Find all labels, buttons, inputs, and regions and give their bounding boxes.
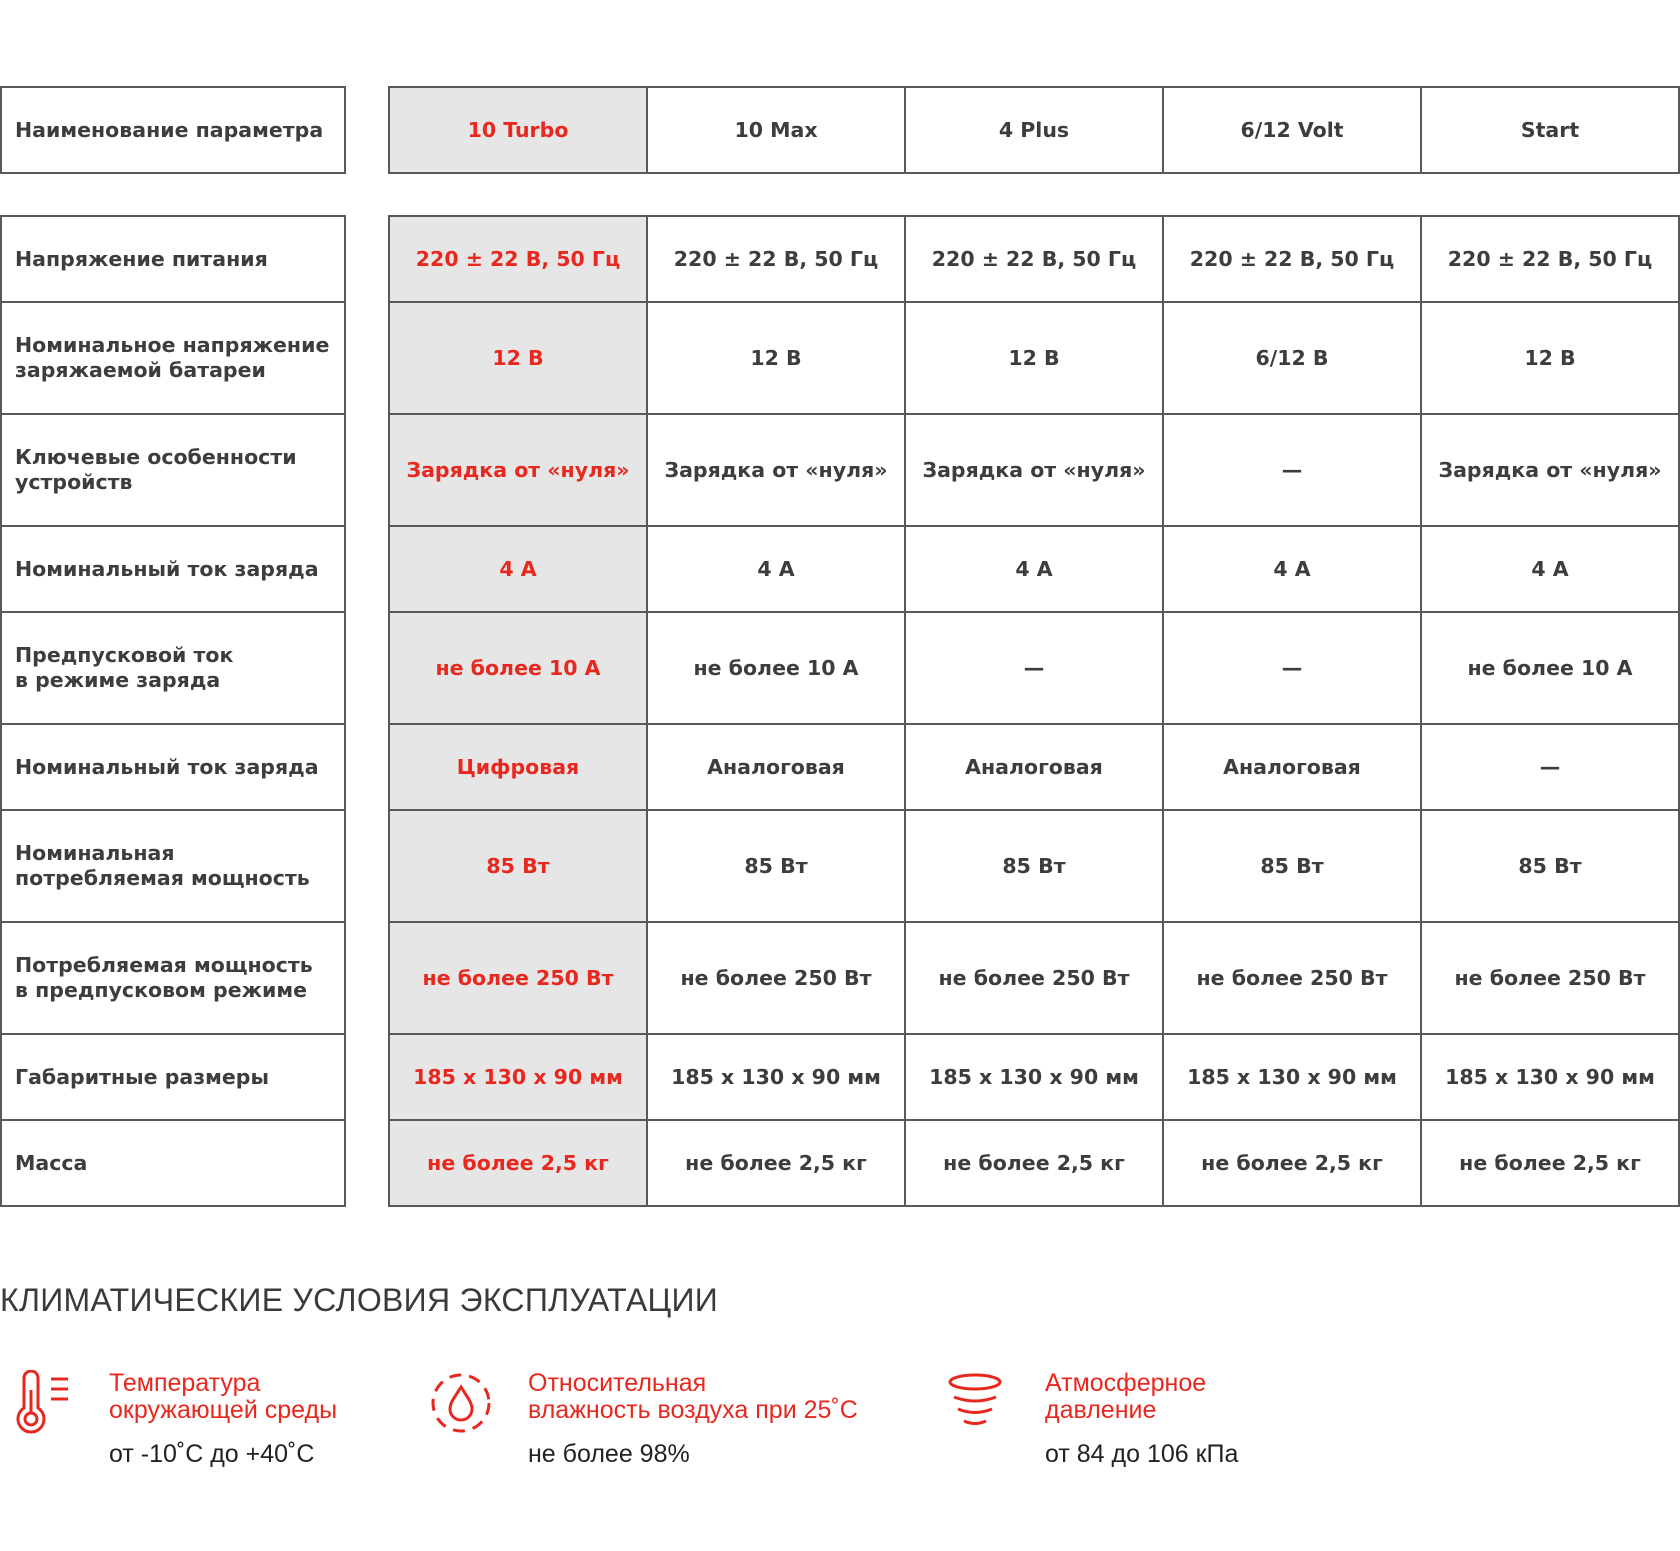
cell-6-12-volt: не более 2,5 кг — [1163, 1120, 1421, 1206]
row-label: Номинальный ток заряда — [1, 526, 345, 612]
cell-4-plus: 185 х 130 х 90 мм — [905, 1034, 1163, 1120]
cell-start: — — [1421, 724, 1679, 810]
cell-4-plus: 220 ± 22 В, 50 Гц — [905, 216, 1163, 302]
cell-10-turbo: не более 250 Вт — [389, 922, 647, 1034]
table-row — [389, 1034, 1679, 1120]
cell-10-max: Аналоговая — [647, 724, 905, 810]
cell-6-12-volt: 6/12 В — [1163, 302, 1421, 414]
temperature-value: от -10˚С до +40˚С — [109, 1440, 315, 1468]
cell-4-plus: 85 Вт — [905, 810, 1163, 922]
cell-10-turbo: 4 А — [389, 526, 647, 612]
cell-4-plus: Зарядка от «нуля» — [905, 414, 1163, 526]
cell-10-max: 220 ± 22 В, 50 Гц — [647, 216, 905, 302]
pressure-value: от 84 до 106 кПа — [1045, 1440, 1239, 1468]
row-label: Масса — [1, 1120, 345, 1206]
table-row — [1, 922, 345, 1034]
row-label: Номинальное напряжение заряжаемой батареи — [1, 302, 345, 414]
cell-4-plus: не более 2,5 кг — [905, 1120, 1163, 1206]
cell-start: 220 ± 22 В, 50 Гц — [1421, 216, 1679, 302]
row-label: Напряжение питания — [1, 216, 345, 302]
cell-6-12-volt: — — [1163, 612, 1421, 724]
cell-6-12-volt: 185 х 130 х 90 мм — [1163, 1034, 1421, 1120]
cell-10-turbo: не более 10 А — [389, 612, 647, 724]
cell-10-max: 12 В — [647, 302, 905, 414]
climate-section-title: КЛИМАТИЧЕСКИЕ УСЛОВИЯ ЭКСПЛУАТАЦИИ — [0, 1282, 719, 1318]
cell-4-plus: 12 В — [905, 302, 1163, 414]
table-row — [1, 724, 345, 810]
cell-10-turbo: 85 Вт — [389, 810, 647, 922]
table-row — [1, 216, 345, 302]
cell-10-max: 185 х 130 х 90 мм — [647, 1034, 905, 1120]
table-row — [1, 302, 345, 414]
row-label: Потребляемая мощность в предпусковом режиме — [1, 922, 345, 1034]
cell-6-12-volt: 85 Вт — [1163, 810, 1421, 922]
cell-10-max: 4 А — [647, 526, 905, 612]
model-header-4-plus: 4 Plus — [905, 87, 1163, 173]
table-row — [1, 526, 345, 612]
cell-4-plus: — — [905, 612, 1163, 724]
thermometer-icon — [14, 1370, 74, 1438]
cell-10-max: не более 10 А — [647, 612, 905, 724]
model-header-start: Start — [1421, 87, 1679, 173]
cell-4-plus: 4 А — [905, 526, 1163, 612]
row-label: Габаритные размеры — [1, 1034, 345, 1120]
cell-10-max: не более 250 Вт — [647, 922, 905, 1034]
table-row — [389, 922, 1679, 1034]
row-values-table — [388, 215, 1680, 1207]
cell-10-turbo: Цифровая — [389, 724, 647, 810]
pressure-icon — [945, 1370, 1005, 1438]
row-label: Предпусковой ток в режиме заряда — [1, 612, 345, 724]
cell-start: Зарядка от «нуля» — [1421, 414, 1679, 526]
model-header-6-12-volt: 6/12 Volt — [1163, 87, 1421, 173]
table-row — [389, 414, 1679, 526]
cell-6-12-volt: 4 А — [1163, 526, 1421, 612]
cell-6-12-volt: не более 250 Вт — [1163, 922, 1421, 1034]
table-row — [389, 526, 1679, 612]
cell-10-turbo: не более 2,5 кг — [389, 1120, 647, 1206]
param-header-cell: Наименование параметра — [1, 87, 345, 173]
header-models-table — [388, 86, 1680, 174]
model-header-10-turbo: 10 Turbo — [389, 87, 647, 173]
table-row — [389, 724, 1679, 810]
header-label-table — [0, 86, 346, 174]
table-row — [389, 1120, 1679, 1206]
table-row — [389, 612, 1679, 724]
table-row — [1, 1034, 345, 1120]
cell-start: не более 10 А — [1421, 612, 1679, 724]
cell-start: 12 В — [1421, 302, 1679, 414]
table-row — [1, 1120, 345, 1206]
model-header-10-max: 10 Max — [647, 87, 905, 173]
cell-10-max: Зарядка от «нуля» — [647, 414, 905, 526]
cell-start: 85 Вт — [1421, 810, 1679, 922]
cell-6-12-volt: 220 ± 22 В, 50 Гц — [1163, 216, 1421, 302]
humidity-drop-icon — [428, 1370, 494, 1440]
temperature-title: Температура окружающей среды — [109, 1369, 338, 1424]
cell-6-12-volt: Аналоговая — [1163, 724, 1421, 810]
cell-10-max: 85 Вт — [647, 810, 905, 922]
table-row — [1, 612, 345, 724]
row-label: Номинальный ток заряда — [1, 724, 345, 810]
table-row — [389, 216, 1679, 302]
table-row — [1, 810, 345, 922]
table-row — [389, 302, 1679, 414]
humidity-title: Относительная влажность воздуха при 25˚С — [528, 1369, 858, 1424]
table-row — [389, 810, 1679, 922]
cell-start: 4 А — [1421, 526, 1679, 612]
cell-4-plus: не более 250 Вт — [905, 922, 1163, 1034]
row-labels-table — [0, 215, 346, 1207]
cell-10-turbo: 220 ± 22 В, 50 Гц — [389, 216, 647, 302]
pressure-title: Атмосферное давление — [1045, 1369, 1207, 1424]
cell-start: не более 2,5 кг — [1421, 1120, 1679, 1206]
table-row — [1, 414, 345, 526]
cell-10-max: не более 2,5 кг — [647, 1120, 905, 1206]
row-label: Номинальная потребляемая мощность — [1, 810, 345, 922]
cell-start: 185 х 130 х 90 мм — [1421, 1034, 1679, 1120]
row-label: Ключевые особенности устройств — [1, 414, 345, 526]
humidity-value: не более 98% — [528, 1440, 690, 1468]
cell-10-turbo: 185 х 130 х 90 мм — [389, 1034, 647, 1120]
cell-4-plus: Аналоговая — [905, 724, 1163, 810]
cell-10-turbo: 12 В — [389, 302, 647, 414]
cell-10-turbo: Зарядка от «нуля» — [389, 414, 647, 526]
cell-start: не более 250 Вт — [1421, 922, 1679, 1034]
cell-6-12-volt: — — [1163, 414, 1421, 526]
